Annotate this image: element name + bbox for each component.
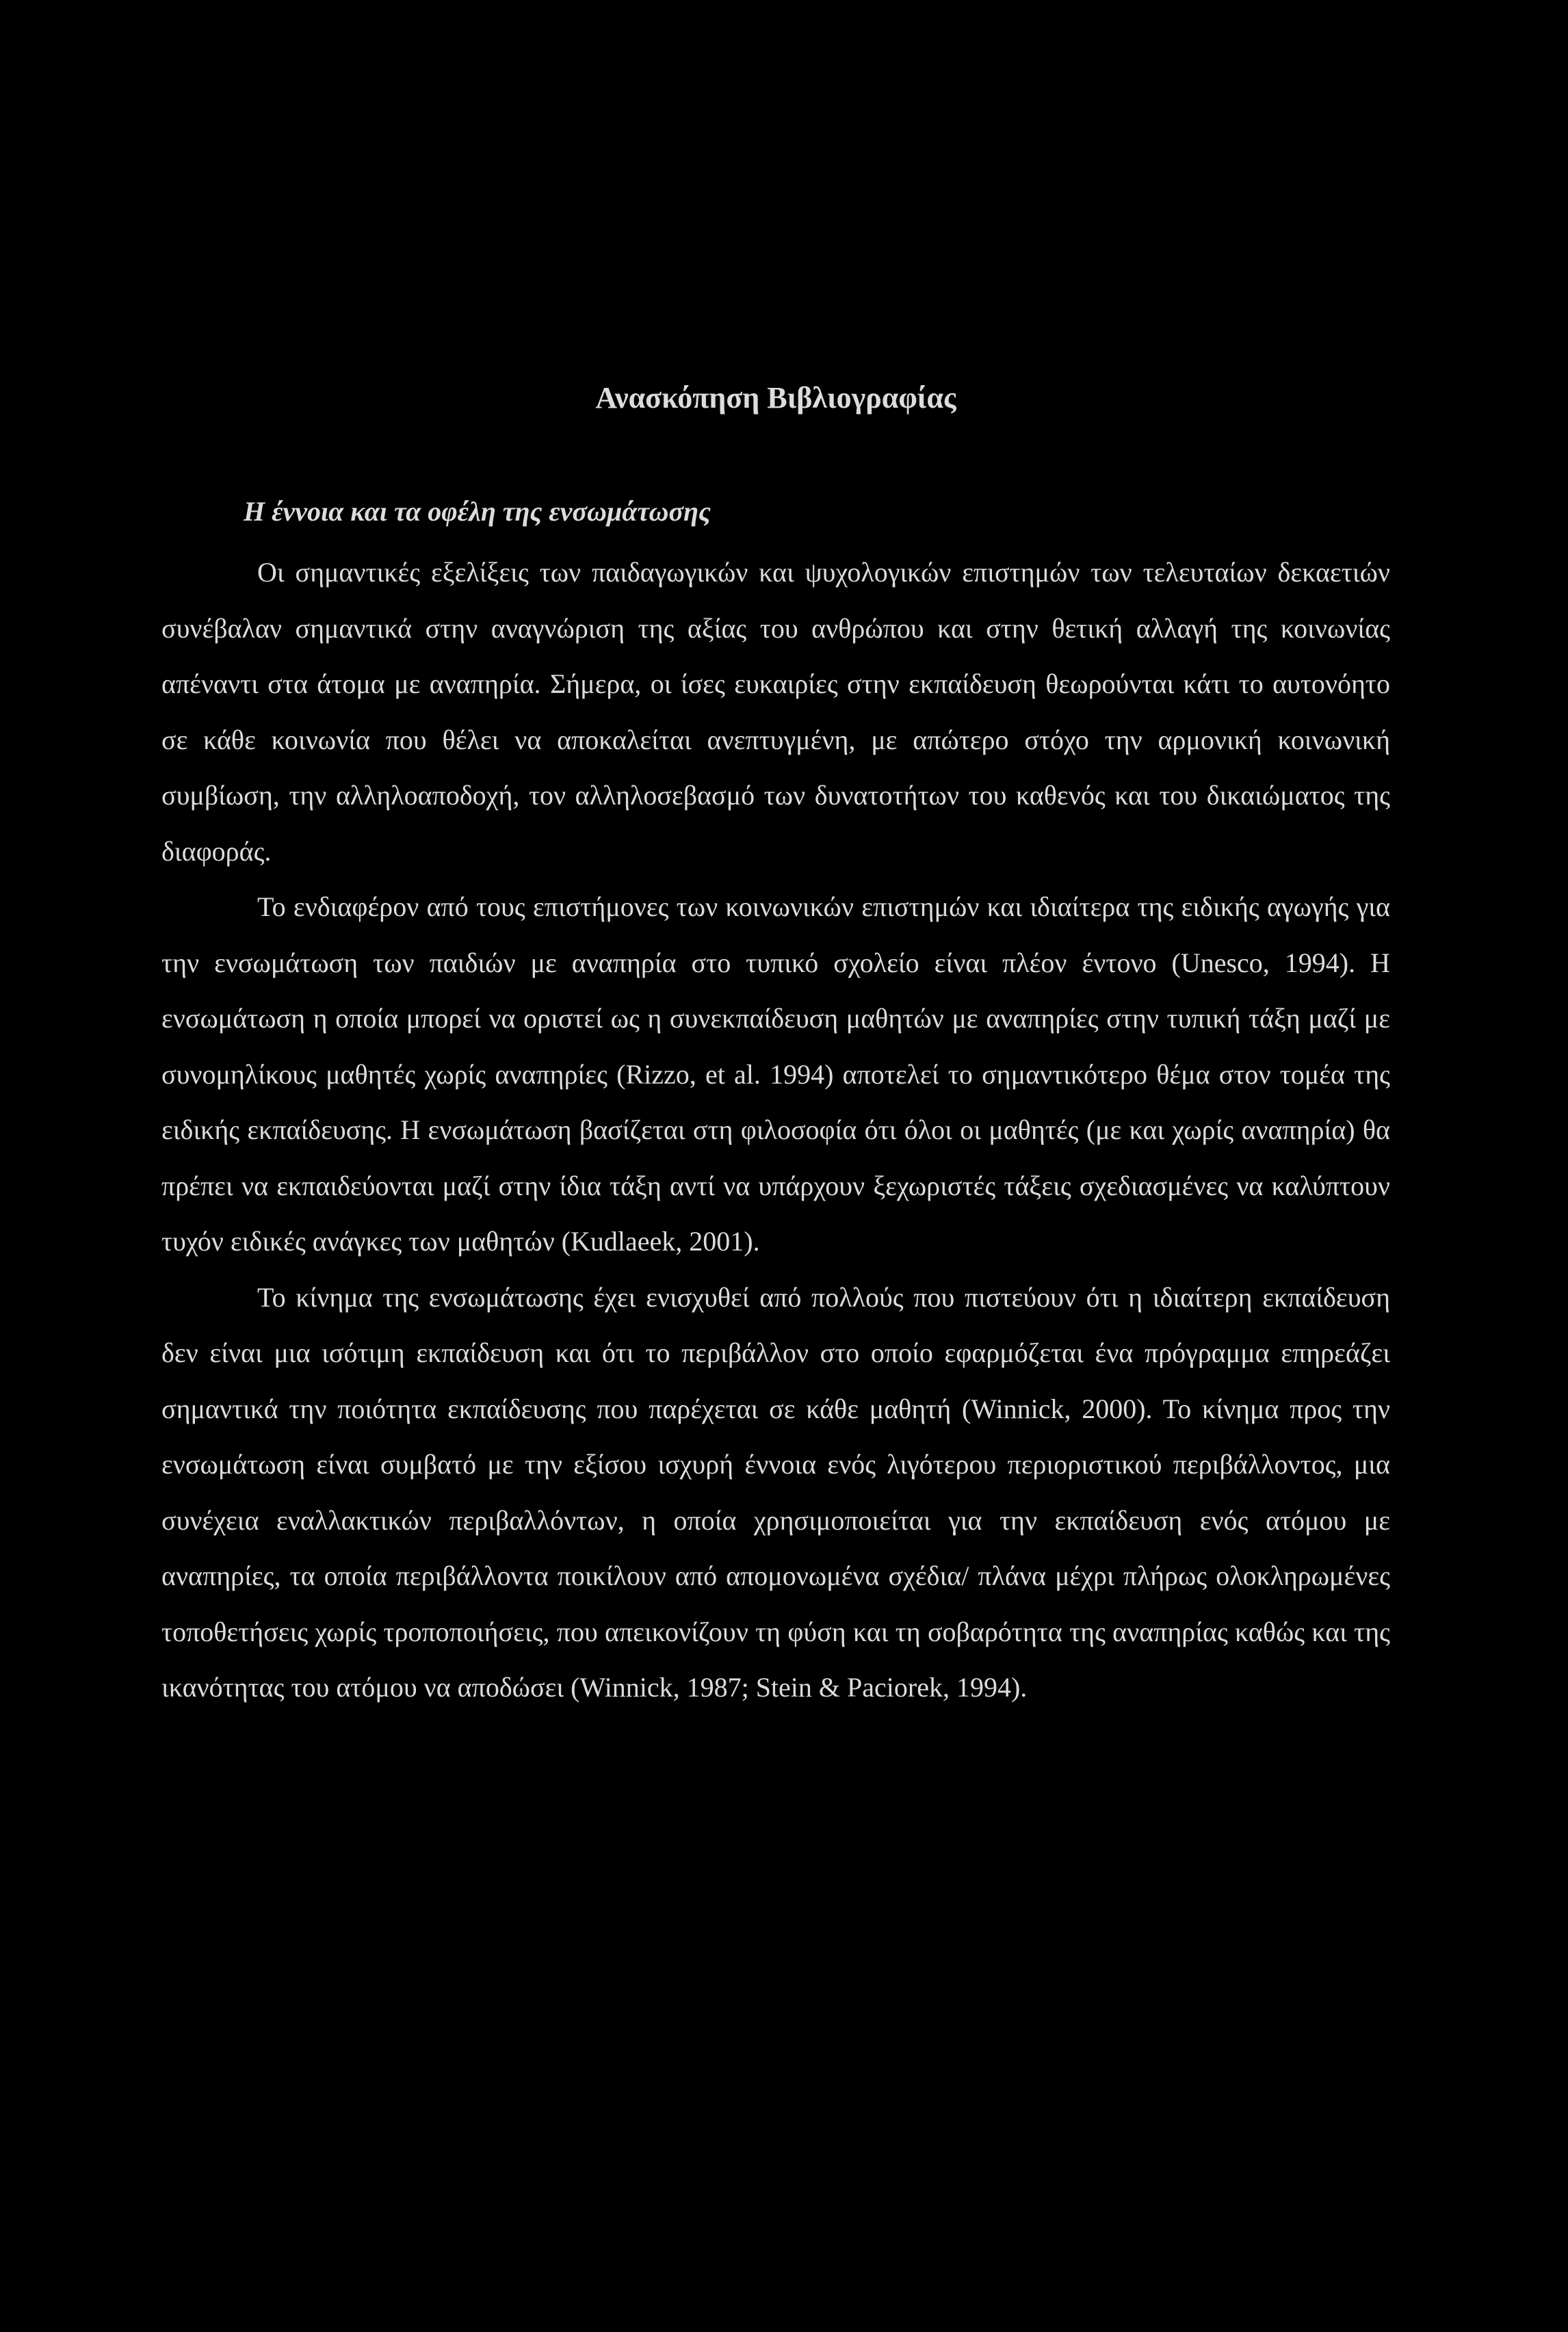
- paragraph-2: Το ενδιαφέρον από τους επιστήμονες των κοινωνικών επιστημών και ιδιαίτερα της ειδικής αγωγής για την ενσωμάτωση των παιδιών με αναπηρία στο τυπικό σχολείο είναι πλέον έντονο (Unesco, 1994). Η ενσωμάτωση η οποία μπορεί να οριστεί ως η συνεκπαίδευση μαθητών με αναπηρίες στην τυπική τάξη μαζί με συνομηλίκους μαθητές χωρίς αναπηρίες (Rizzo, et al. 1994) αποτελεί το σημαντικότερο θέμα στον τομέα της ειδικής εκπαίδευσης. Η ενσωμάτωση βασίζεται στη φιλοσοφία ότι όλοι οι μαθητές (με και χωρίς αναπηρία) θα πρέπει να εκπαιδεύονται μαζί στην ίδια τάξη αντί να υπάρχουν ξεχωριστές τάξεις σχεδιασμένες να καλύπτουν τυχόν ειδικές ανάγκες των μαθητών (Kudlaeek, 2001).: [161, 891, 1390, 1257]
- document-body: [161, 545, 1390, 1716]
- paragraph-1: Οι σημαντικές εξελίξεις των παιδαγωγικών και ψυχολογικών επιστημών των τελευταίων δεκαετιών συνέβαλαν σημαντικά στην αναγνώριση της αξίας του ανθρώπου και στην θετική αλλαγή της κοινωνίας απέναντι στα άτομα με αναπηρία. Σήμερα, οι ίσες ευκαιρίες στην εκπαίδευση θεωρούνται κάτι το αυτονόητο σε κάθε κοινωνία που θέλει να αποκαλείται ανεπτυγμένη, με απώτερο στόχο την αρμονική κοινωνική συμβίωση, την αλληλοαποδοχή, τον αλληλοσεβασμό των δυνατοτήτων του καθενός και του δικαιώματος της διαφοράς.: [161, 557, 1390, 867]
- paragraph-3: Το κίνημα της ενσωμάτωσης έχει ενισχυθεί από πολλούς που πιστεύουν ότι η ιδιαίτερη εκπαίδευση δεν είναι μια ισότιμη εκπαίδευση και ότι το περιβάλλον στο οποίο εφαρμόζεται ένα πρόγραμμα επηρεάζει σημαντικά την ποιότητα εκπαίδευσης που παρέχεται σε κάθε μαθητή (Winnick, 2000). Το κίνημα προς την ενσωμάτωση είναι συμβατό με την εξίσου ισχυρή έννοια ενός λιγότερου περιοριστικού περιβάλλοντος, μια συνέχεια εναλλακτικών περιβαλλόντων, η οποία χρησιμοποιείται για την εκπαίδευση ενός ατόμου με αναπηρίες, τα οποία περιβάλλοντα ποικίλουν από απομονωμένα σχέδια/ πλάνα μέχρι πλήρως ολοκληρωμένες τοποθετήσεις χωρίς τροποποιήσεις, που απεικονίζουν τη φύση και τη σοβαρότητα της αναπηρίας καθώς και της ικανότητας του ατόμου να αποδώσει (Winnick, 1987; Stein & Paciorek, 1994).: [161, 1281, 1390, 1703]
- section-subtitle: Η έννοια και τα οφέλη της ενσωμάτωσης: [244, 496, 711, 527]
- page-title: Ανασκόπηση Βιβλιογραφίας: [595, 381, 956, 415]
